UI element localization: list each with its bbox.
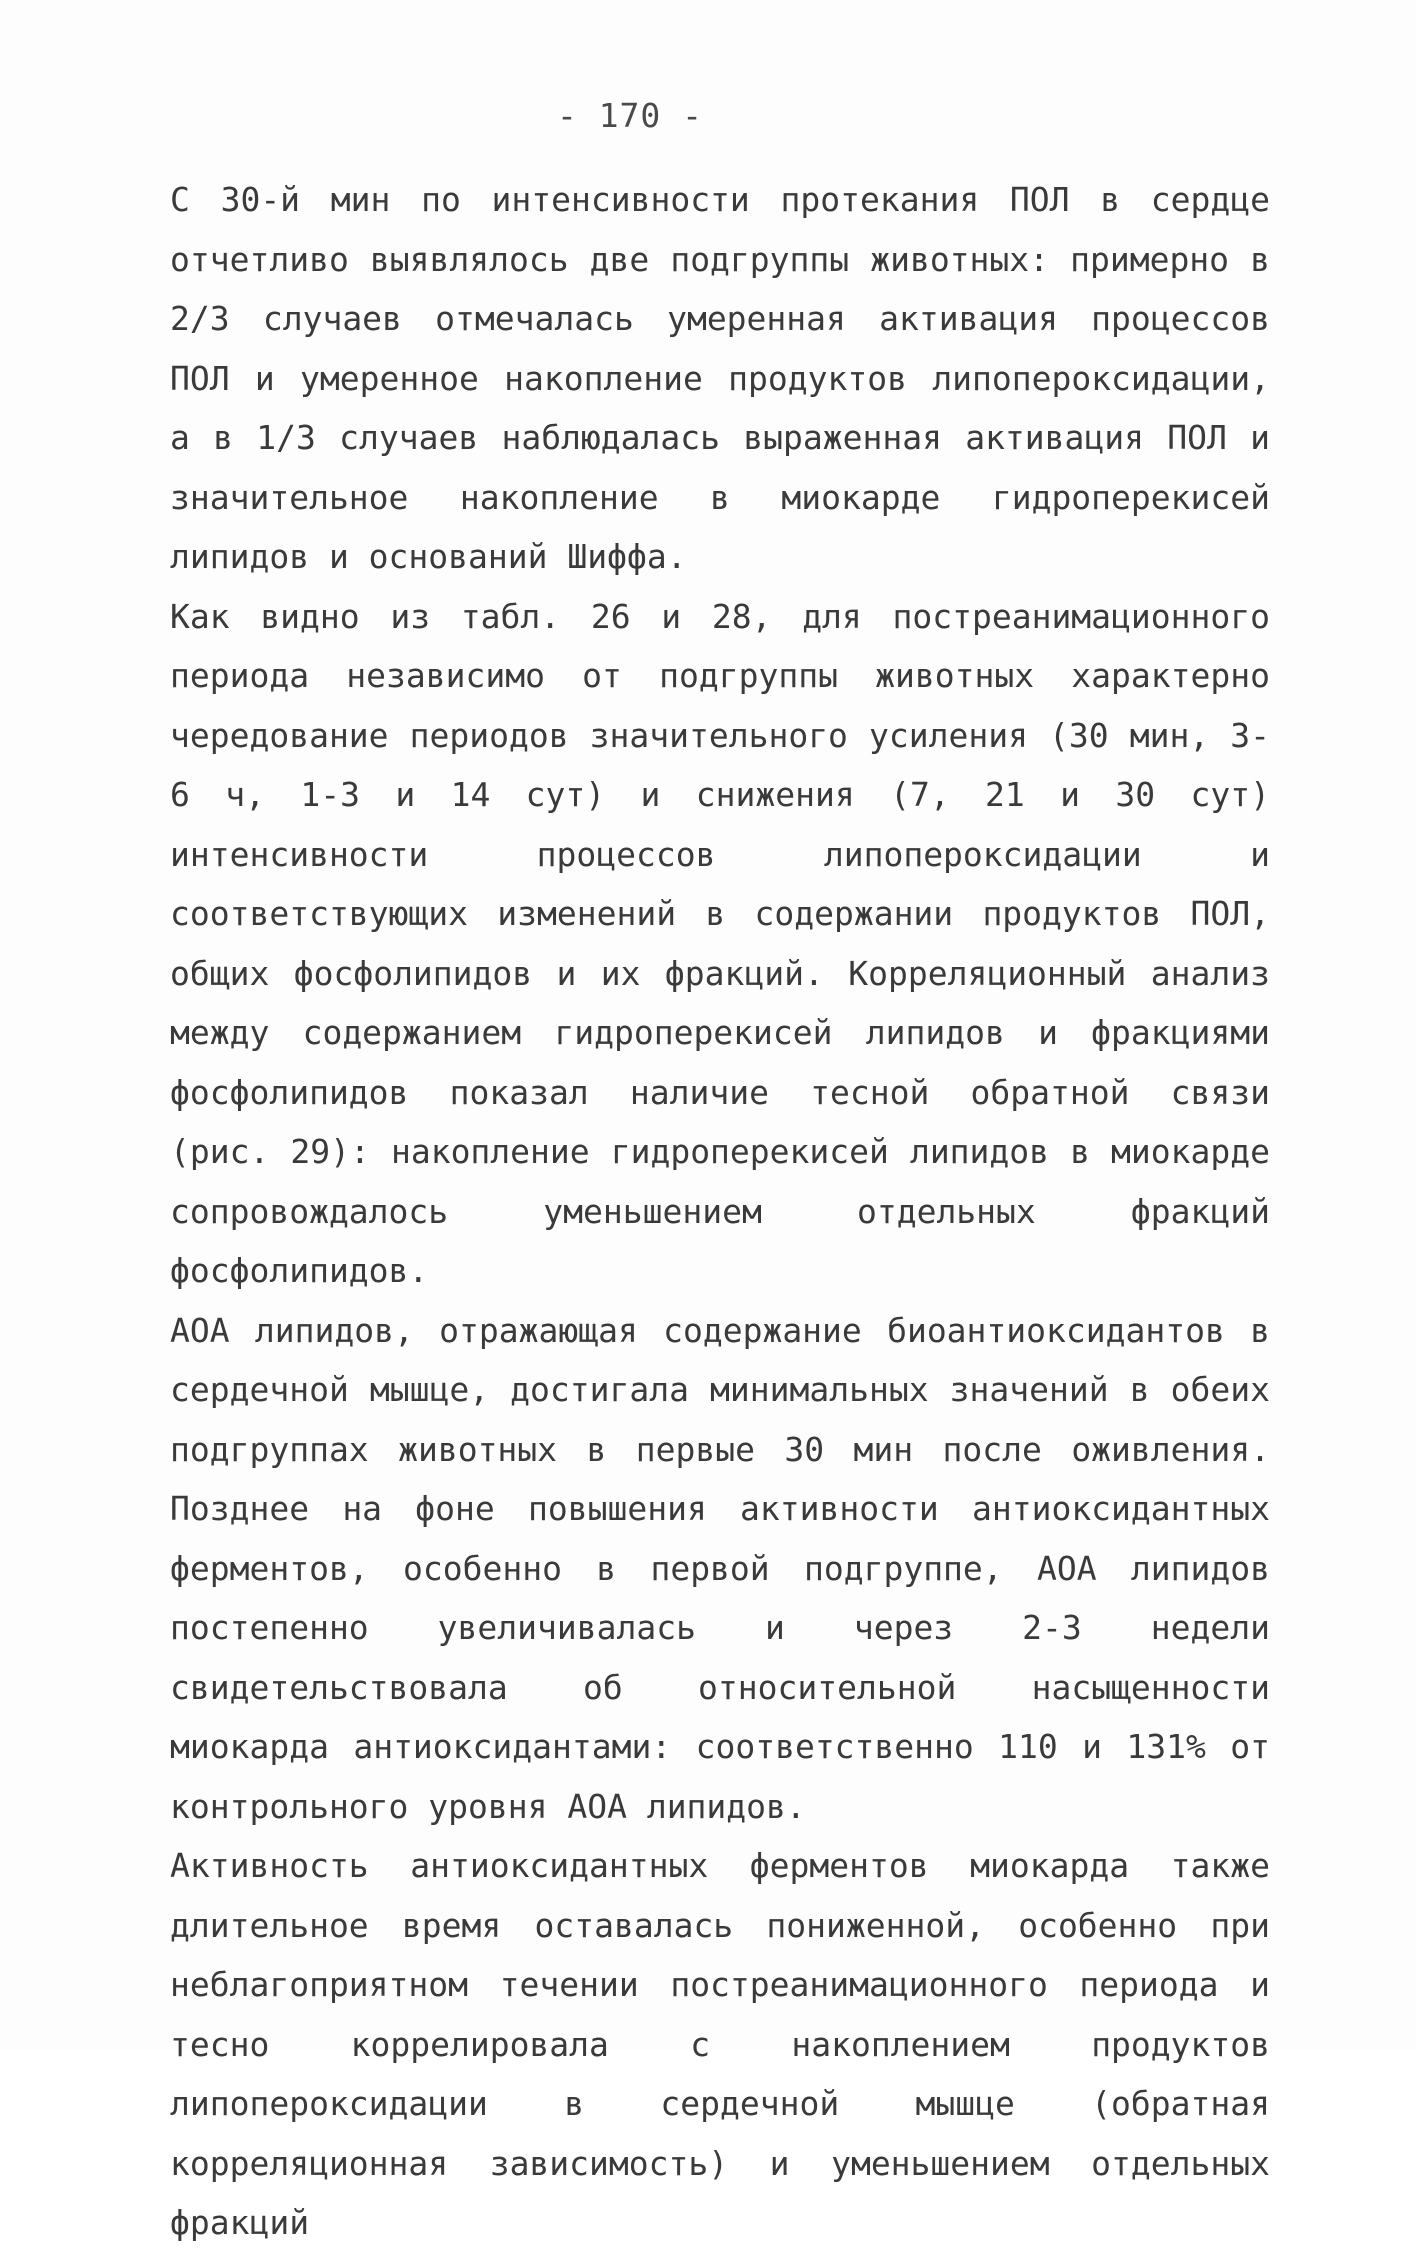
page-number: - 170 - (556, 96, 704, 135)
paragraph-4: Активность антиоксидантных ферментов миокарда также длительное время оставалась пониженной, особенно при неблагоприятном течении постреанимационного периода и тесно коррелировала с накоплением продуктов липопероксидации в сердечной мышце (обратная корреляционная зависимость) и уменьшением отдельных фракций (170, 1846, 1270, 2242)
paragraph-3: АОА липидов, отражающая содержание биоантиоксидантов в сердечной мышце, достигала минимальных значений в обеих подгруппах животных в первые 30 мин после оживления. Позднее на фоне повышения активности антиоксидантных ферментов, особенно в первой подгруппе, АОА липидов постепенно увеличивалась и через 2-3 недели свидетельствовала об относительной насыщенности миокарда антиоксидантами: соответственно 110 и 131% от контрольного уровня АОА липидов. (170, 1310, 1270, 1826)
paragraph-2: Как видно из табл. 26 и 28, для постреанимационного периода независимо от подгруппы животных характерно чередование периодов значительного усиления (30 мин, 3-6 ч, 1-3 и 14 сут) и снижения (7, 21 и 30 сут) интенсивности процессов липопероксидации и соответствующих изменений в содержании продуктов ПОЛ, общих фосфолипидов и их фракций. Корреляционный анализ между содержанием гидроперекисей липидов и фракциями фосфолипидов показал наличие тесной обратной связи (рис. 29): накопление гидроперекисей липидов в миокарде сопровождалось уменьшением отдельных фракций фосфолипидов. (170, 596, 1270, 1290)
body-text (170, 170, 1270, 2253)
paragraph-1: С 30-й мин по интенсивности протекания ПОЛ в сердце отчетливо выявлялось две подгруппы животных: примерно в 2/3 случаев отмечалась умеренная активация процессов ПОЛ и умеренное накопление продуктов липопероксидации, а в 1/3 случаев наблюдалась выраженная активация ПОЛ и значительное накопление в миокарде гидроперекисей липидов и оснований Шиффа. (170, 180, 1270, 576)
